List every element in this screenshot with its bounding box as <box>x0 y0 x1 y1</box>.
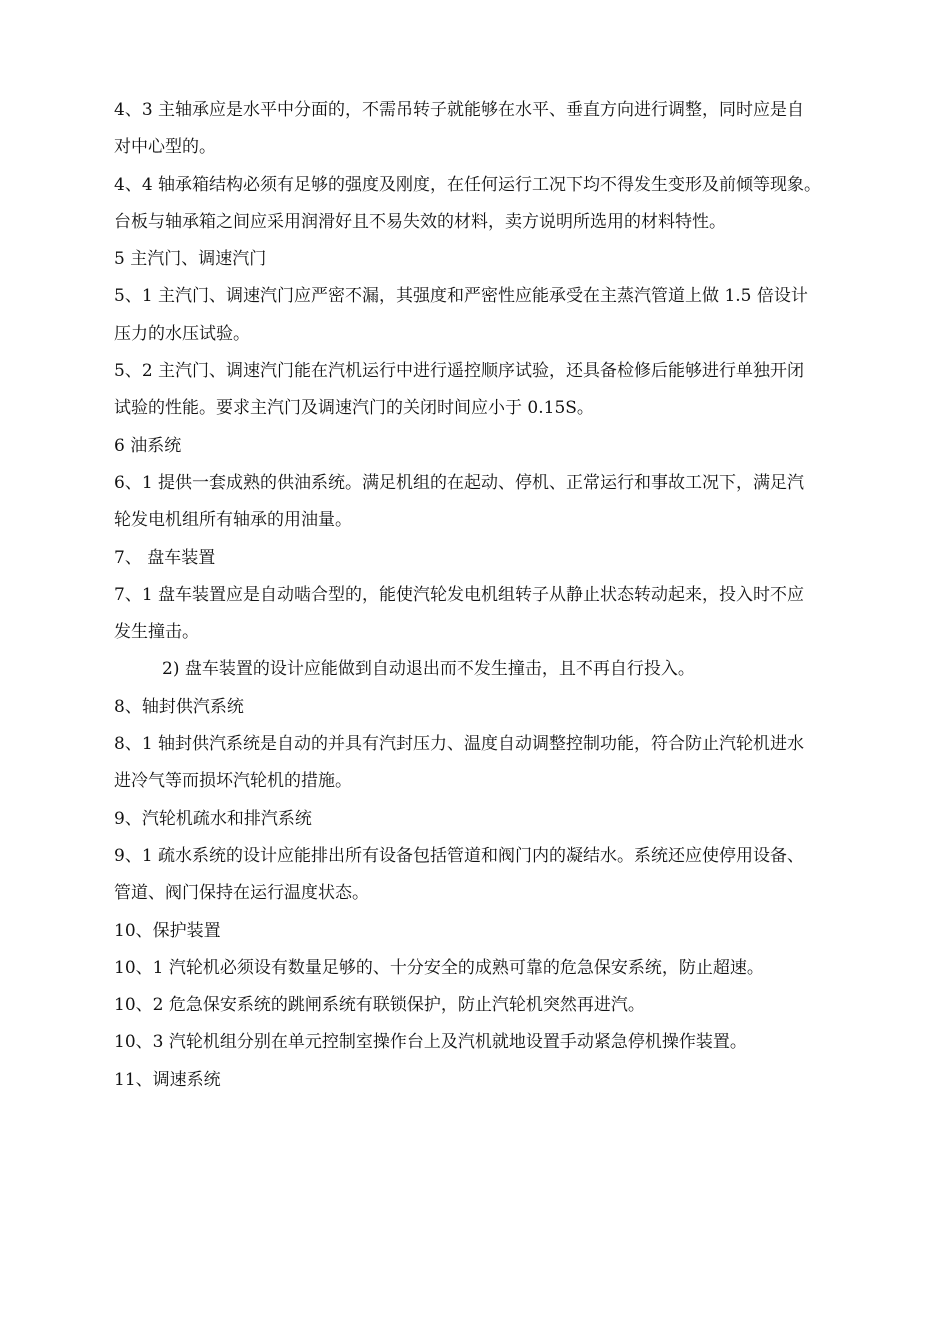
text-line-4-4-a: 4、4 轴承箱结构必须有足够的强度及刚度，在任何运行工况下均不得发生变形及前倾等现象。 <box>114 174 822 195</box>
text-line-4-4-b: 台板与轴承箱之间应采用润滑好且不易失效的材料，卖方说明所选用的材料特性。 <box>114 211 726 232</box>
text-line-4-3-b: 对中心型的。 <box>114 137 216 158</box>
section-heading-5: 5 主汽门、调速汽门 <box>114 249 267 270</box>
text-line-5-1-a: 5、1 主汽门、调速汽门应严密不漏，其强度和严密性应能承受在主蒸汽管道上做 1.5 倍设计 <box>114 286 808 307</box>
text-line-5-1-b: 压力的水压试验。 <box>114 323 250 344</box>
text-line-9-1-a: 9、1 疏水系统的设计应能排出所有设备包括管道和阀门内的凝结水。系统还应使停用设备、 <box>114 845 805 866</box>
text-line-10-2: 10、2 危急保安系统的跳闸系统有联锁保护，防止汽轮机突然再进汽。 <box>114 995 645 1016</box>
text-line-5-2-b: 试验的性能。要求主汽门及调速汽门的关闭时间应小于 0.15S。 <box>114 398 594 419</box>
section-heading-8: 8、轴封供汽系统 <box>114 696 244 717</box>
text-line-7-2: 2) 盘车装置的设计应能做到自动退出而不发生撞击，且不再自行投入。 <box>162 659 695 680</box>
text-line-9-1-b: 管道、阀门保持在运行温度状态。 <box>114 883 369 904</box>
text-line-4-3-a: 4、3 主轴承应是水平中分面的，不需吊转子就能够在水平、垂直方向进行调整，同时应是自 <box>114 100 805 120</box>
text-line-6-1-b: 轮发电机组所有轴承的用油量。 <box>114 510 352 531</box>
text-line-10-1: 10、1 汽轮机必须设有数量足够的、十分安全的成熟可靠的危急保安系统，防止超速。 <box>114 957 764 978</box>
document-body <box>114 92 884 1099</box>
text-line-6-1-a: 6、1 提供一套成熟的供油系统。满足机组的在起动、停机、正常运行和事故工况下，满足汽 <box>114 472 805 493</box>
section-heading-11: 11、调速系统 <box>114 1069 221 1090</box>
section-heading-10: 10、保护装置 <box>114 920 221 941</box>
text-line-8-1-b: 进冷气等而损坏汽轮机的措施。 <box>114 771 352 792</box>
text-line-7-1-b: 发生撞击。 <box>114 622 199 643</box>
text-line-8-1-a: 8、1 轴封供汽系统是自动的并具有汽封压力、温度自动调整控制功能，符合防止汽轮机进水 <box>114 734 805 755</box>
section-heading-9: 9、汽轮机疏水和排汽系统 <box>114 808 312 829</box>
text-line-10-3: 10、3 汽轮机组分别在单元控制室操作台上及汽机就地设置手动紧急停机操作装置。 <box>114 1032 747 1053</box>
text-line-5-2-a: 5、2 主汽门、调速汽门能在汽机运行中进行遥控顺序试验，还具备检修后能够进行单独开闭 <box>114 361 805 382</box>
text-line-7-1-a: 7、1 盘车装置应是自动啮合型的，能使汽轮发电机组转子从静止状态转动起来，投入时不应 <box>114 584 805 605</box>
section-heading-7: 7、 盘车装置 <box>114 547 216 568</box>
section-heading-6: 6 油系统 <box>114 435 182 456</box>
